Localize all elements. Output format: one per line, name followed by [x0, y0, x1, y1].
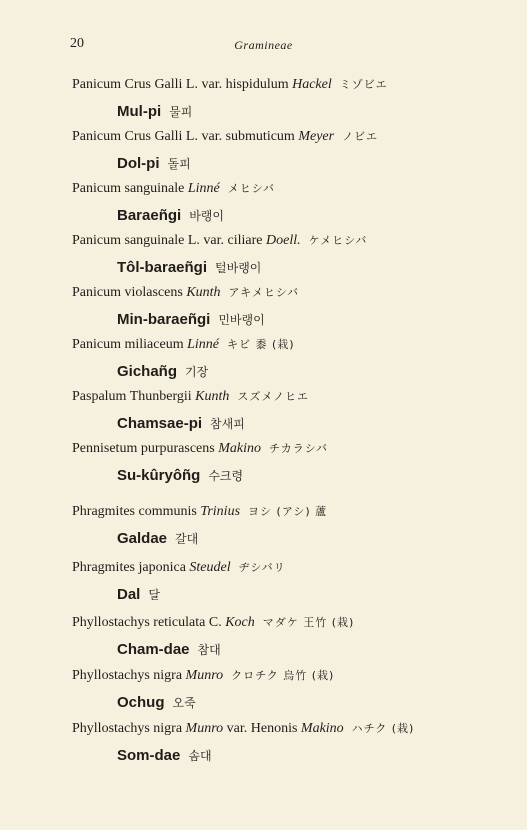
- scientific-name: Phyllostachys reticulata C. Koch マダケ 王竹 (栽): [72, 615, 355, 630]
- author-name: Kunth: [195, 389, 230, 404]
- korean-name: 참새피: [210, 417, 245, 431]
- korean-name: 오죽: [172, 696, 196, 710]
- japanese-name: ミゾビエ: [339, 78, 388, 91]
- author-name: Makino: [218, 441, 261, 456]
- common-name: Dol-pi 돌피: [117, 155, 191, 172]
- scientific-name: Phyllostachys nigra Munro クロチク 烏竹 (栽): [72, 668, 335, 683]
- japanese-name: クロチク 烏竹 (栽): [231, 669, 335, 682]
- korean-name: 바랭이: [189, 209, 224, 223]
- scientific-name: Panicum Crus Galli L. var. submuticum Meyer ノビエ: [72, 129, 379, 144]
- scientific-name: Panicum sanguinale L. var. ciliare Doell. ケメヒシバ: [72, 233, 368, 248]
- common-name: Mul-pi 물피: [117, 103, 193, 120]
- common-name: Su-kûryôñg 수크령: [117, 467, 244, 484]
- scientific-name: Panicum violascens Kunth アキメヒシバ: [72, 285, 300, 300]
- scientific-name: Paspalum Thunbergii Kunth スズメノヒエ: [72, 389, 310, 404]
- author-name: Steudel: [189, 560, 231, 575]
- korean-name: 털바랭이: [215, 261, 262, 275]
- common-name: Galdae 갈대: [117, 530, 199, 547]
- common-name: Baraeñgi 바랭이: [117, 207, 224, 224]
- author-name: Linné: [187, 181, 220, 196]
- common-name: Som-dae 솜대: [117, 747, 212, 764]
- japanese-name: スズメノヒエ: [237, 390, 310, 403]
- scientific-name: Pennisetum purpurascens Makino チカラシバ: [72, 441, 328, 456]
- scientific-name: Panicum sanguinale Linné メヒシバ: [72, 181, 275, 196]
- korean-name: 수크령: [208, 469, 244, 483]
- author-name: Trinius: [200, 504, 241, 519]
- author-name: Linné: [187, 337, 219, 352]
- author-name: Munro: [185, 721, 224, 736]
- japanese-name: アキメヒシバ: [228, 286, 300, 299]
- author-name: Koch: [225, 615, 255, 630]
- japanese-name: ヂシバリ: [238, 561, 286, 574]
- korean-name: 솜대: [188, 749, 212, 763]
- japanese-name: マダケ 王竹 (栽): [262, 616, 355, 629]
- korean-name: 돌피: [167, 157, 191, 171]
- author-name: Doell.: [266, 233, 301, 248]
- japanese-name: ハチク (栽): [351, 722, 415, 735]
- japanese-name: キビ 黍 (栽): [226, 338, 295, 351]
- korean-name: 갈대: [175, 532, 199, 546]
- japanese-name: ケメヒシバ: [308, 234, 368, 247]
- author-name: Munro: [185, 668, 224, 683]
- scientific-name: Phyllostachys nigra Munro var. Henonis Makino ハチク (栽): [72, 721, 415, 736]
- korean-name: 참대: [197, 643, 221, 657]
- common-name: Ochug 오죽: [117, 694, 196, 711]
- common-name: Cham-dae 참대: [117, 641, 221, 658]
- japanese-name: メヒシバ: [227, 182, 275, 195]
- author-name: Makino: [300, 721, 344, 736]
- scientific-name: Panicum miliaceum Linné キビ 黍 (栽): [72, 337, 295, 352]
- korean-name: 달: [148, 588, 160, 602]
- scientific-name: Panicum Crus Galli L. var. hispidulum Hackel ミゾビエ: [72, 77, 388, 92]
- common-name: Min-baraeñgi 민바랭이: [117, 311, 265, 328]
- korean-name: 물피: [169, 105, 193, 119]
- korean-name: 기장: [185, 365, 209, 379]
- japanese-name: ヨシ (アシ) 蘆: [248, 505, 328, 518]
- japanese-name: ノビエ: [342, 130, 379, 143]
- korean-name: 민바랭이: [218, 313, 265, 327]
- scientific-name: Phragmites japonica Steudel ヂシバリ: [72, 560, 286, 575]
- japanese-name: チカラシバ: [268, 442, 328, 455]
- scientific-name: Phragmites communis Trinius ヨシ (アシ) 蘆: [72, 504, 328, 519]
- common-name: Dal 달: [117, 586, 160, 603]
- common-name: Chamsae-pi 참새피: [117, 415, 245, 432]
- author-name: Meyer: [298, 129, 335, 144]
- running-head: Gramineae: [234, 38, 293, 52]
- author-name: Hackel: [292, 77, 332, 92]
- author-name: Kunth: [186, 285, 221, 300]
- common-name: Gichañg 기장: [117, 363, 209, 380]
- page-number: 20: [70, 36, 84, 51]
- common-name: Tôl-baraeñgi 털바랭이: [117, 259, 262, 276]
